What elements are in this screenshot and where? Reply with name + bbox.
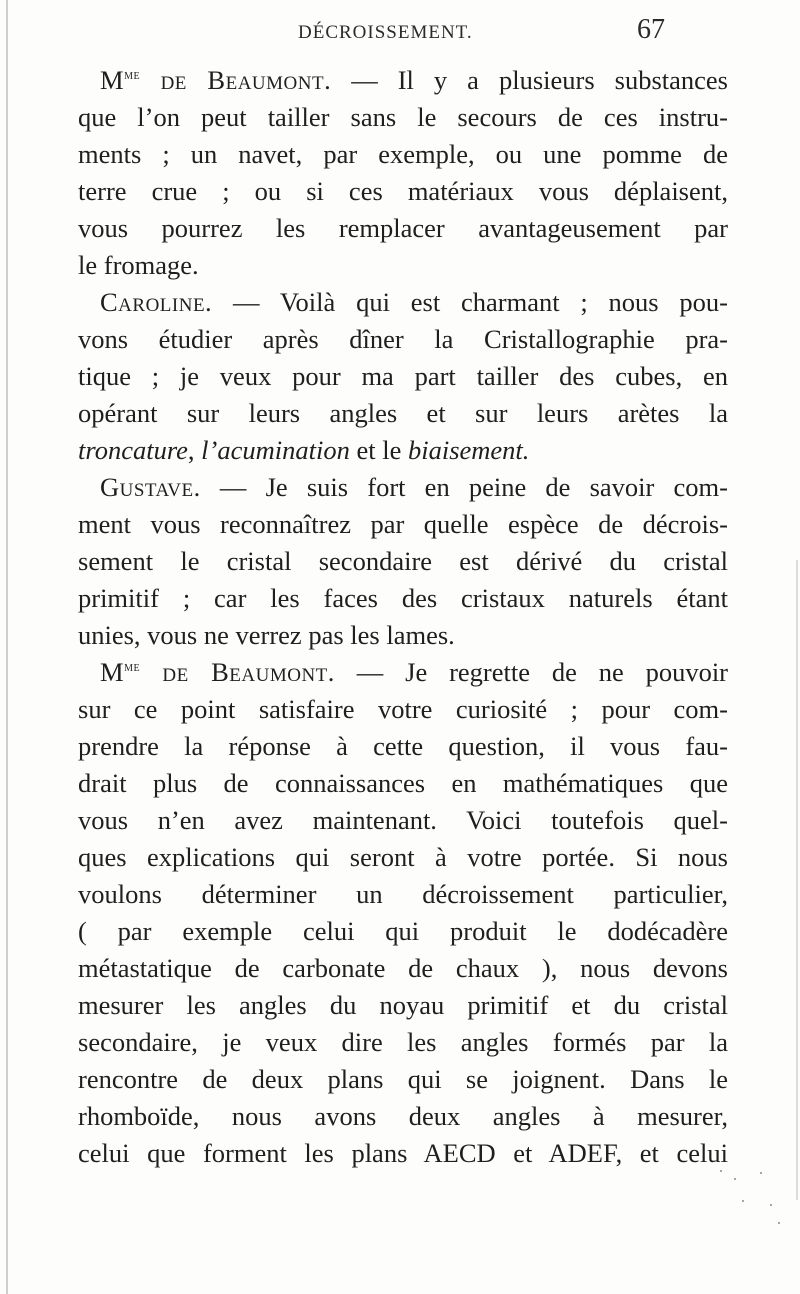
- text-line: tique ; je veux pour ma part tailler des cubes, en: [78, 361, 728, 391]
- running-title: DÉCROISSEMENT.: [298, 22, 473, 43]
- text-line: le fromage.: [78, 250, 199, 280]
- text-line: $M^{me}$ de Beaumont. — Je regrette de ne pouvoir: [100, 657, 729, 687]
- text-line: ment vous reconnaîtrez par quelle espèce de décrois-: [78, 509, 728, 539]
- text-line: $M^{me}$ de Beaumont. — Il y a plusieurs substances: [100, 65, 728, 95]
- page-header: [0, 14, 800, 50]
- page-edge-left: [6, 0, 8, 1294]
- speck: [760, 1172, 762, 1174]
- text-line: unies, vous ne verrez pas les lames.: [78, 620, 455, 650]
- speaker-name: $M^{me}$ de Beaumont.: [100, 657, 335, 687]
- text-line: troncature, l’acumination et le biaisement.: [78, 435, 530, 465]
- text-line: rencontre de deux plans qui se joignent. Dans le: [78, 1064, 728, 1094]
- text-line: terre crue ; ou si ces matériaux vous déplaisent,: [78, 176, 728, 206]
- text-line: celui que forment les plans AECD et ADEF, et celui: [78, 1138, 728, 1168]
- text-line: drait plus de connaissances en mathématiques que: [78, 768, 728, 798]
- text-line: vous pourrez les remplacer avantageusement par: [78, 213, 728, 243]
- paragraph-caroline: [78, 284, 728, 469]
- page-edge-right: [796, 560, 798, 1200]
- paragraph-beaumont-2: [78, 654, 728, 1172]
- text-line: Gustave. — Je suis fort en peine de savoir com-: [100, 472, 728, 502]
- text-line: ments ; un navet, par exemple, ou une pomme de: [78, 139, 728, 169]
- text-line: voulons déterminer un décroissement particulier,: [78, 879, 728, 909]
- text-line: Caroline. — Voilà qui est charmant ; nous pou-: [100, 287, 728, 317]
- text-line: vons étudier après dîner la Cristallographie pra-: [78, 324, 728, 354]
- text-line: mesurer les angles du noyau primitif et du cristal: [78, 990, 728, 1020]
- speck: [778, 1222, 780, 1224]
- page-number: 67: [637, 14, 665, 45]
- text-line: vous n’en avez maintenant. Voici toutefois quel-: [78, 805, 728, 835]
- speck: [770, 1204, 772, 1206]
- text-line: sur ce point satisfaire votre curiosité ; pour com-: [78, 694, 728, 724]
- text-line: secondaire, je veux dire les angles formés par la: [78, 1027, 728, 1057]
- text-line: rhomboïde, nous avons deux angles à mesurer,: [78, 1101, 728, 1131]
- text-line: opérant sur leurs angles et sur leurs arètes la: [78, 398, 728, 428]
- body-text: [78, 62, 728, 1172]
- text-line: que l’on peut tailler sans le secours de ces instru-: [78, 102, 728, 132]
- speck: [720, 1170, 722, 1172]
- paper-specks: [700, 1160, 790, 1250]
- text-line: primitif ; car les faces des cristaux naturels étant: [78, 583, 728, 613]
- text-line: ( par exemple celui qui produit le dodécadère: [78, 916, 728, 946]
- text-line: métastatique de carbonate de chaux ), nous devons: [78, 953, 728, 983]
- speaker-name: Caroline.: [100, 287, 213, 317]
- speaker-name: Gustave.: [100, 472, 201, 502]
- paragraph-gustave: [78, 469, 728, 654]
- text-line: prendre la réponse à cette question, il vous fau-: [78, 731, 728, 761]
- paragraph-beaumont-1: [78, 62, 728, 284]
- text-line: ques explications qui seront à votre portée. Si nous: [78, 842, 728, 872]
- speck: [734, 1178, 736, 1180]
- text-line: sement le cristal secondaire est dérivé du cristal: [78, 546, 728, 576]
- speck: [742, 1200, 744, 1202]
- speaker-name: $M^{me}$ de Beaumont.: [100, 65, 332, 95]
